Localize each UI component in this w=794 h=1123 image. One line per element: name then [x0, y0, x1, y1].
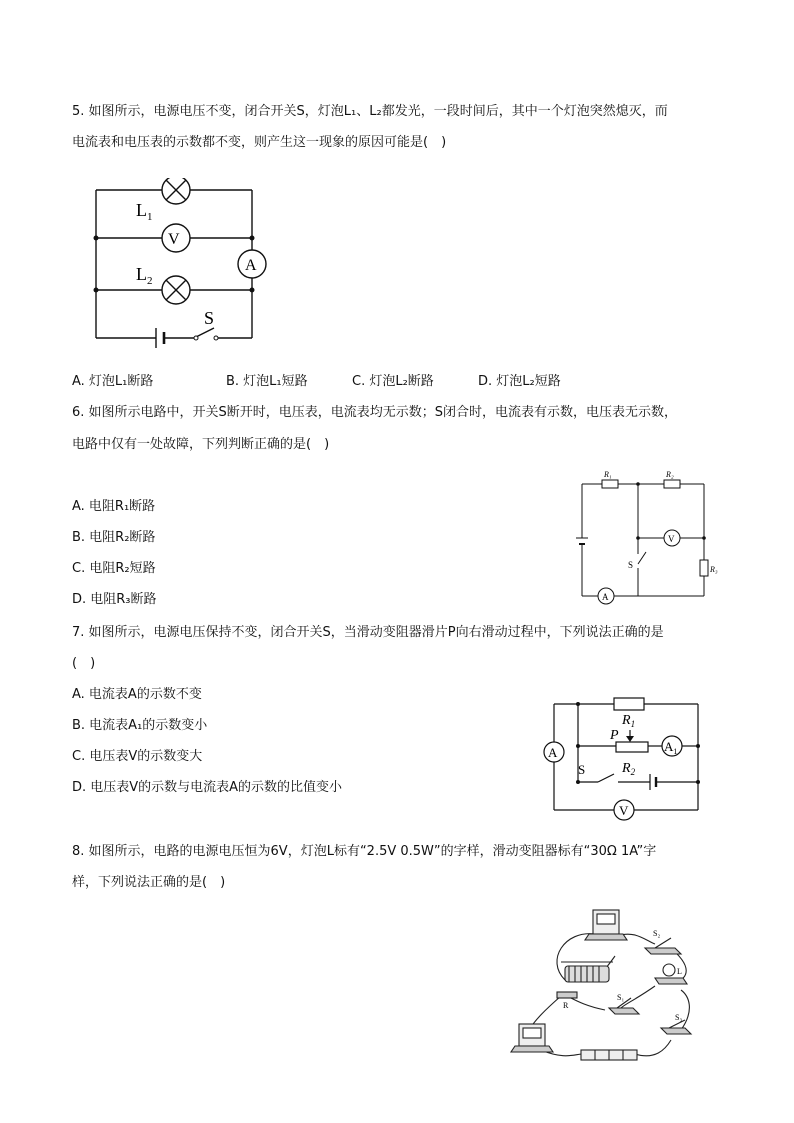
q6-option-b[interactable]: B. 电阻R₂断路 — [72, 530, 156, 545]
q5-l2-label: $L_2$ — [136, 264, 153, 287]
q8-r-label: R — [563, 1001, 569, 1010]
q6-option-d[interactable]: D. 电阻R₃断路 — [72, 592, 157, 607]
q6-option-a[interactable]: A. 电阻R₁断路 — [72, 499, 156, 514]
q5-l1-label: $L_1$ — [136, 200, 153, 223]
q6-switch-label: S — [628, 560, 634, 570]
q5-option-a[interactable]: A. 灯泡L₁断路 — [72, 374, 154, 389]
q5-option-c[interactable]: C. 灯泡L₂断路 — [352, 374, 434, 389]
q8-stem-line2: 样，下列说法正确的是( ) — [72, 875, 226, 890]
q7-option-a[interactable]: A. 电流表A的示数不变 — [72, 687, 202, 702]
voltmeter-label: V — [168, 231, 180, 248]
ammeter-label: A — [245, 257, 257, 274]
q5-option-b[interactable]: B. 灯泡L₁短路 — [226, 374, 308, 389]
q8-s2-label: S₂ — [653, 929, 661, 938]
q6-circuit-diagram — [572, 468, 722, 610]
q7-stem-line1: 7. 如图所示，电源电压保持不变，闭合开关S，当滑动变阻器滑片P向右滑动过程中，下列说法正确的是 — [72, 625, 664, 640]
q7-stem-line2: ( ) — [72, 656, 96, 671]
q6-ammeter-label: A — [602, 592, 609, 602]
q7-option-c[interactable]: C. 电压表V的示数变大 — [72, 749, 203, 764]
q5-circuit-diagram — [90, 178, 270, 348]
q8-stem-line1: 8. 如图所示，电路的电源电压恒为6V，灯泡L标有“2.5V 0.5W”的字样，滑动变阻器标有“30Ω 1A”字 — [72, 844, 657, 859]
q6-stem-line1: 6. 如图所示电路中，开关S断开时，电压表，电流表均无示数；S闭合时，电流表有示数，电压表无示数， — [72, 405, 678, 420]
q5-stem-line2: 电流表和电压表的示数都不变，则产生这一现象的原因可能是( ) — [72, 135, 447, 150]
switch-label: S — [204, 308, 215, 328]
q6-stem-line2: 电路中仅有一处故障，下列判断正确的是( ) — [72, 437, 330, 452]
q6-r2-label: R₂ — [666, 470, 674, 479]
q8-s1-label: S₁ — [617, 993, 625, 1002]
q5-option-d[interactable]: D. 灯泡L₂短路 — [478, 374, 561, 389]
q7-circuit-diagram — [532, 690, 712, 826]
q7-switch-label: S — [578, 762, 586, 777]
q7-r1-label: $R_1$ — [622, 713, 636, 729]
q6-r3-label: R₃ — [710, 565, 718, 574]
q6-option-c[interactable]: C. 电阻R₂短路 — [72, 561, 156, 576]
q8-physical-circuit-image — [505, 900, 705, 1070]
q8-s3-label: S₃ — [675, 1013, 683, 1022]
q6-voltmeter-label: V — [668, 534, 675, 544]
q7-option-d[interactable]: D. 电压表V的示数与电流表A的示数的比值变小 — [72, 780, 343, 795]
q6-r1-label: R₁ — [604, 470, 612, 479]
q7-r2-label: $R_2$ — [622, 761, 636, 777]
q5-stem-line1: 5. 如图所示，电源电压不变，闭合开关S，灯泡L₁、L₂都发光，一段时间后，其中一个灯泡突然熄灭，而 — [72, 104, 668, 119]
q8-lamp-label: L — [677, 967, 682, 976]
q7-ammeter-label: A — [548, 745, 558, 760]
q7-voltmeter-label: V — [619, 803, 629, 818]
q7-p-label: P — [610, 728, 619, 743]
q7-ammeter-a1-label: $A_1$ — [664, 739, 678, 756]
q7-option-b[interactable]: B. 电流表A₁的示数变小 — [72, 718, 208, 733]
